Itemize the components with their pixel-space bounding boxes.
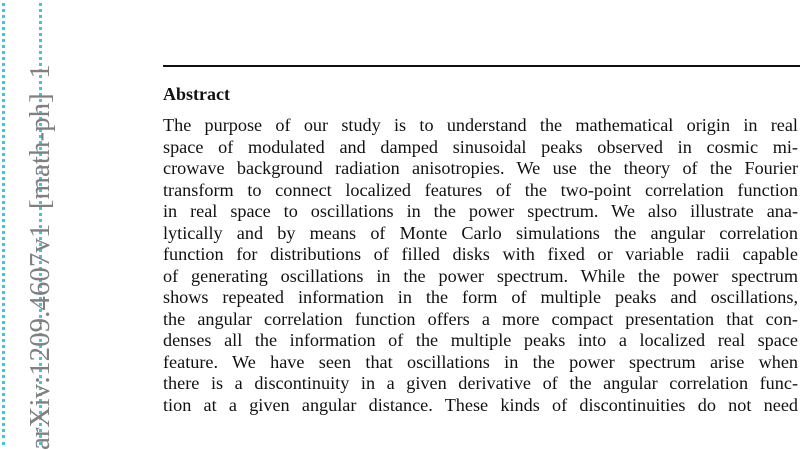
top-rule — [163, 65, 800, 67]
abstract-line: of generating oscillations in the power spectrum. While the power spectrum — [163, 265, 798, 286]
abstract-line: space of modulated and damped sinusoidal peaks observed in cosmic mi- — [163, 136, 798, 157]
abstract-line: tion at a given angular distance. These kinds of discontinuities do not need — [163, 394, 798, 415]
abstract-line: there is a discontinuity in a given derivative of the angular correlation func- — [163, 373, 798, 393]
abstract-line: shows repeated information in the form of multiple peaks and oscillations, — [163, 287, 798, 307]
abstract-line: denses all the information of the multiple peaks into a localized real space — [163, 330, 798, 350]
abstract-body — [163, 115, 798, 416]
abstract-line: feature. We have seen that oscillations in the power spectrum arise when — [163, 351, 798, 372]
arxiv-stamp: arXiv:1209.4607v1 [math-ph] 1 — [24, 64, 56, 450]
abstract-line: crowave background radiation anisotropies. We use the theory of the Fourier — [163, 158, 798, 178]
abstract-heading: Abstract — [163, 84, 230, 104]
abstract-line: function for distributions of filled disks with fixed or variable radii capable — [163, 244, 798, 264]
abstract-line: lytically and by means of Monte Carlo simulations the angular correlation — [163, 222, 798, 243]
abstract-line: The purpose of our study is to understand the mathematical origin in real — [163, 115, 798, 135]
abstract-line: the angular correlation function offers a more compact presentation that con- — [163, 308, 798, 329]
abstract-line: in real space to oscillations in the power spectrum. We also illustrate ana- — [163, 201, 798, 221]
abstract-line: transform to connect localized features of the two-point correlation function — [163, 179, 798, 200]
